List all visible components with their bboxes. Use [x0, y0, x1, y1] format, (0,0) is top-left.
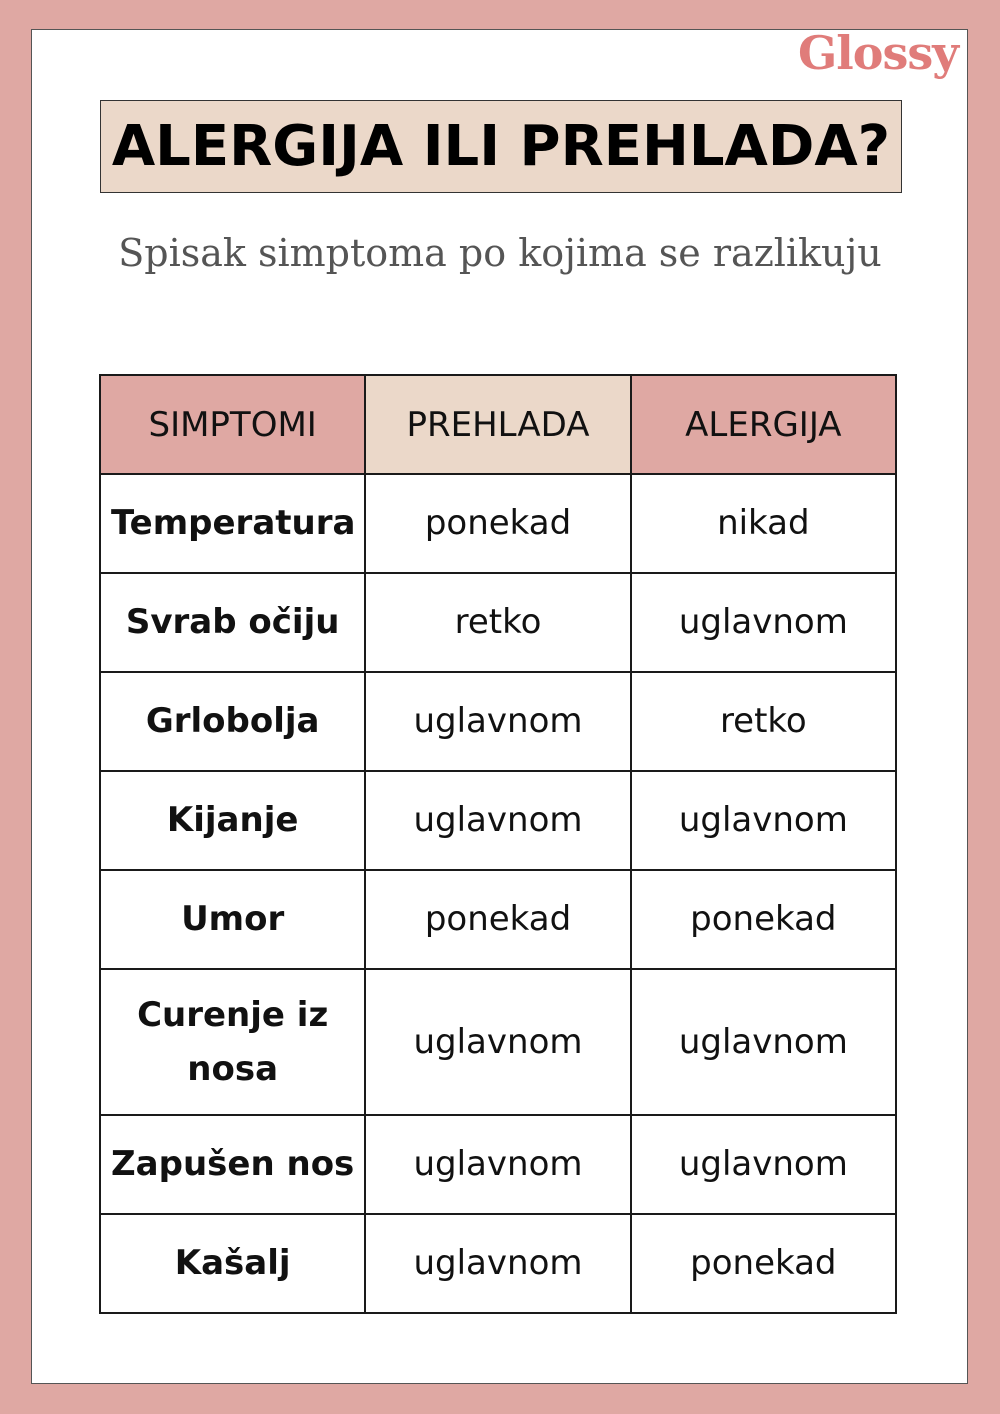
symptom-name: Grlobolja — [100, 672, 365, 771]
table-row — [100, 474, 896, 573]
allergy-frequency: ponekad — [631, 1214, 896, 1313]
page-subtitle: Spisak simptoma po kojima se razlikuju — [118, 231, 882, 275]
cold-frequency: uglavnom — [365, 672, 630, 771]
table-row — [100, 969, 896, 1115]
table-row — [100, 771, 896, 870]
table-row — [100, 573, 896, 672]
allergy-frequency: uglavnom — [631, 573, 896, 672]
cold-frequency: retko — [365, 573, 630, 672]
cold-frequency: uglavnom — [365, 969, 630, 1115]
symptom-name: Zapušen nos — [100, 1115, 365, 1214]
cold-frequency: uglavnom — [365, 1214, 630, 1313]
table-header-row — [100, 375, 896, 474]
header-allergy: ALERGIJA — [631, 375, 896, 474]
symptom-name: Kašalj — [100, 1214, 365, 1313]
allergy-frequency: ponekad — [631, 870, 896, 969]
symptom-name: Umor — [100, 870, 365, 969]
cold-frequency: ponekad — [365, 870, 630, 969]
symptom-name: Curenje iz nosa — [100, 969, 365, 1115]
table-row — [100, 870, 896, 969]
allergy-frequency: retko — [631, 672, 896, 771]
symptom-name: Temperatura — [100, 474, 365, 573]
allergy-frequency: uglavnom — [631, 1115, 896, 1214]
header-symptoms: SIMPTOMI — [100, 375, 365, 474]
allergy-frequency: nikad — [631, 474, 896, 573]
symptom-comparison-table — [99, 374, 897, 1314]
symptom-name: Kijanje — [100, 771, 365, 870]
table-row — [100, 1115, 896, 1214]
allergy-frequency: uglavnom — [631, 771, 896, 870]
page-title: ALERGIJA ILI PREHLADA? — [111, 113, 891, 179]
title-banner — [100, 100, 902, 193]
glossy-logo: Glossy — [798, 26, 958, 80]
allergy-frequency: uglavnom — [631, 969, 896, 1115]
cold-frequency: uglavnom — [365, 771, 630, 870]
table-row — [100, 672, 896, 771]
cold-frequency: ponekad — [365, 474, 630, 573]
symptom-name: Svrab očiju — [100, 573, 365, 672]
cold-frequency: uglavnom — [365, 1115, 630, 1214]
header-cold: PREHLADA — [365, 375, 630, 474]
table-row — [100, 1214, 896, 1313]
